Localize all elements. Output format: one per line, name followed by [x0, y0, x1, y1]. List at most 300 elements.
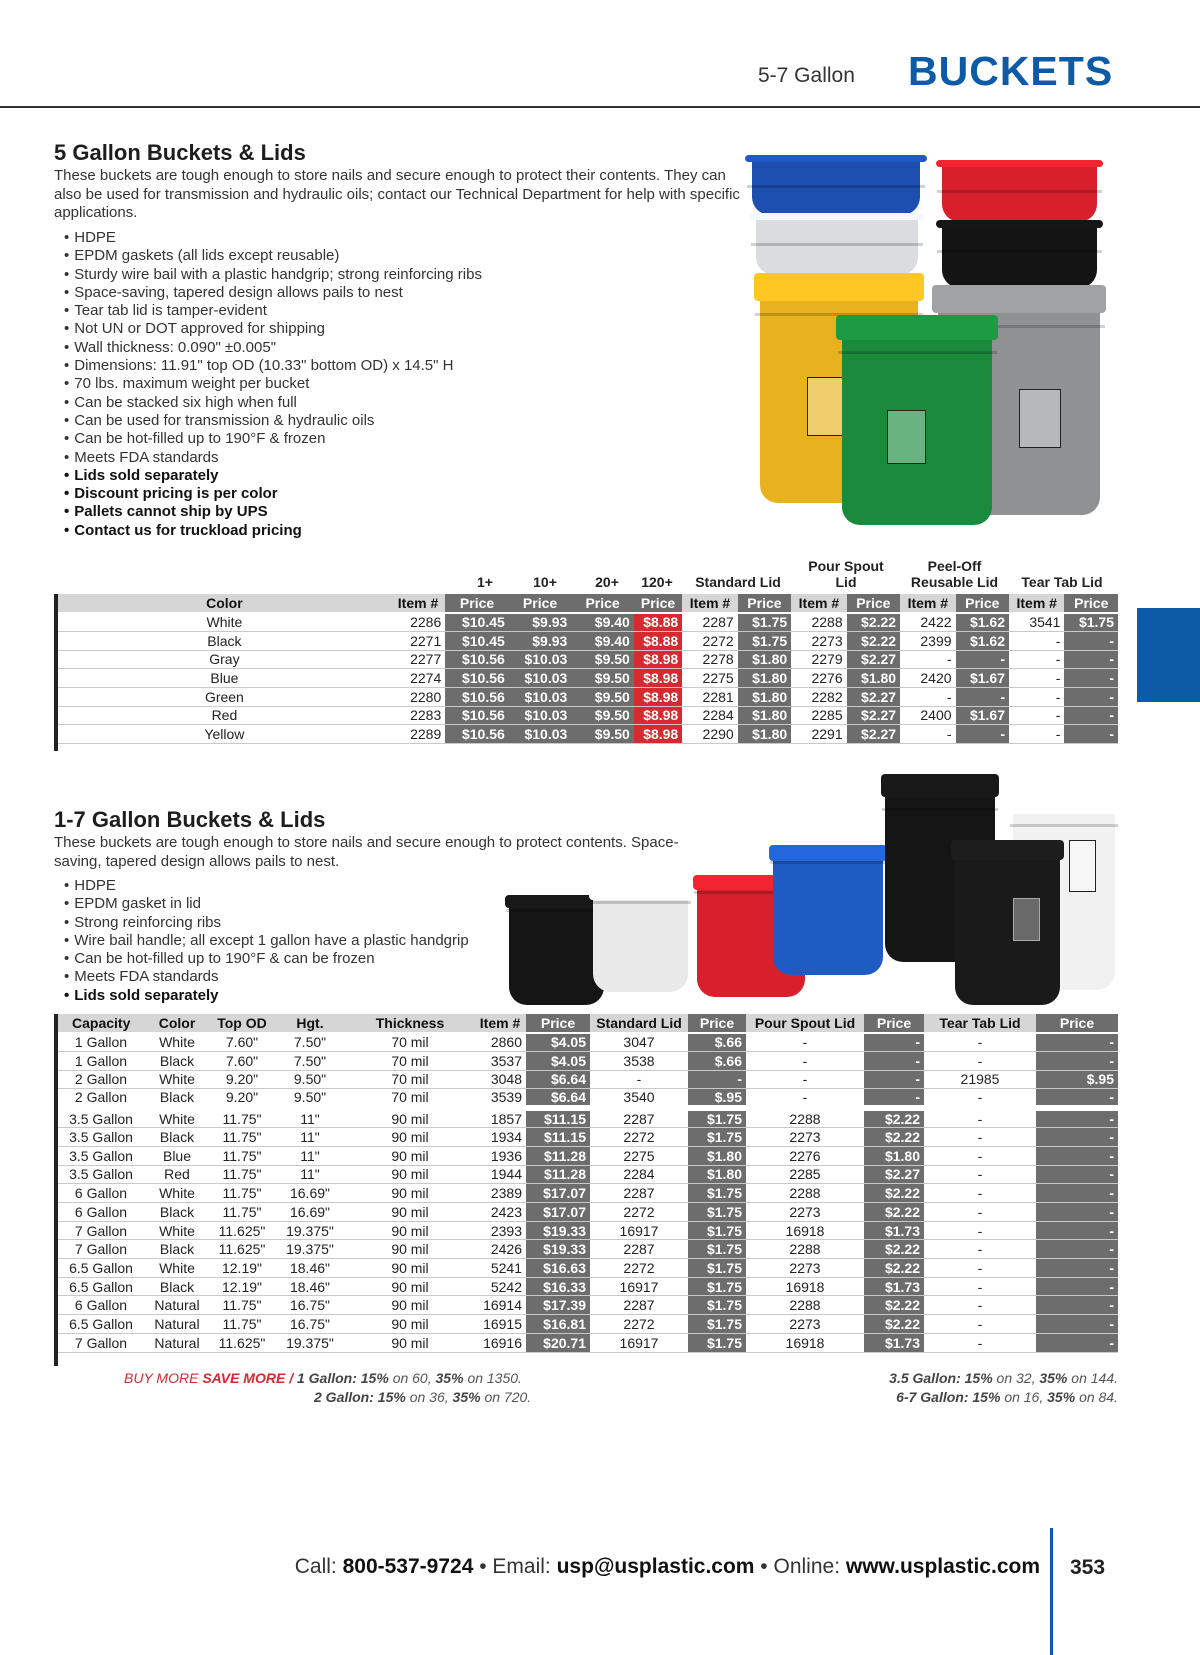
table-cell: $10.56 — [445, 687, 509, 706]
table-cell: 2285 — [791, 706, 846, 725]
table-row — [58, 1333, 1118, 1352]
table-cell: 2389 — [474, 1184, 526, 1203]
table-cell: Yellow — [58, 725, 391, 744]
table-cell: $2.22 — [864, 1108, 924, 1128]
table-cell: $9.93 — [509, 631, 572, 650]
section1-description: These buckets are tough enough to store nails and secure enough to protect their contents. They can also be used for transmission and hydraulic oils; contact our Technical Department for help with specific applications. — [54, 167, 740, 221]
table-cell: $17.07 — [526, 1184, 590, 1203]
table-cell: 2276 — [746, 1146, 864, 1165]
note-text: 35% — [1039, 1370, 1068, 1386]
footer-divider — [1050, 1528, 1053, 1655]
table-cell: - — [1064, 687, 1118, 706]
bullet: • HDPE — [64, 229, 724, 247]
table-row — [58, 1221, 1118, 1240]
qty-head-10: 10+ — [533, 574, 557, 590]
table-cell: 2289 — [391, 725, 445, 744]
note-text: on 60, — [392, 1370, 432, 1386]
table-cell: 3.5 Gallon — [58, 1128, 144, 1147]
bold-bullet: • Lids sold separately — [64, 467, 724, 485]
table-cell: $9.50 — [571, 725, 634, 744]
table-row — [58, 725, 1118, 744]
table-cell: $2.22 — [864, 1315, 924, 1334]
table-cell: 9.20" — [210, 1070, 274, 1089]
table-cell: $2.27 — [847, 687, 900, 706]
table-cell: $2.27 — [847, 706, 900, 725]
table-cell: 2399 — [900, 631, 955, 650]
table-cell: $20.71 — [526, 1333, 590, 1352]
table-cell: $1.62 — [956, 613, 1009, 632]
table-cell: $8.88 — [634, 613, 682, 632]
table-cell: - — [1036, 1221, 1118, 1240]
column-header: Top OD — [210, 1014, 274, 1033]
table-row — [58, 1033, 1118, 1052]
section-side-tab — [1137, 608, 1200, 702]
table-cell: 6 Gallon — [58, 1203, 144, 1222]
bold-bullet: • Pallets cannot ship by UPS — [64, 503, 724, 521]
table-row — [58, 1259, 1118, 1278]
table-cell: $11.15 — [526, 1108, 590, 1128]
email-link[interactable]: usp@usplastic.com — [556, 1555, 755, 1578]
table-cell: 90 mil — [346, 1128, 474, 1147]
column-header: Price — [864, 1014, 924, 1033]
table-cell: $1.73 — [864, 1221, 924, 1240]
table-cell: 2287 — [590, 1240, 688, 1259]
table-cell: - — [590, 1070, 688, 1089]
assorted-buckets-photo — [505, 770, 1120, 1010]
bullet: • EPDM gasket in lid — [64, 895, 514, 913]
bullet: • Not UN or DOT approved for shipping — [64, 320, 724, 338]
table-cell: 90 mil — [346, 1165, 474, 1184]
table-cell: 11.625" — [210, 1333, 274, 1352]
table-cell: 6 Gallon — [58, 1296, 144, 1315]
table-cell: $2.27 — [847, 650, 900, 669]
table-cell: $1.75 — [738, 631, 791, 650]
column-header: Price — [509, 594, 572, 613]
table-cell: $1.75 — [688, 1184, 746, 1203]
phone-number[interactable]: 800-537-9724 — [342, 1555, 474, 1578]
note-text: 35% — [452, 1389, 481, 1405]
table-cell: Black — [58, 631, 391, 650]
table-cell: 7.50" — [274, 1051, 346, 1070]
table-cell: 11.75" — [210, 1203, 274, 1222]
qty-head-120: 120+ — [641, 574, 673, 590]
table-cell: White — [144, 1221, 210, 1240]
table-cell: 11" — [274, 1128, 346, 1147]
table-cell: - — [924, 1221, 1036, 1240]
table-cell: 90 mil — [346, 1296, 474, 1315]
table-cell: 2288 — [746, 1296, 864, 1315]
note-text: on 32, — [996, 1370, 1036, 1386]
table-cell: - — [1036, 1277, 1118, 1296]
table-cell: $10.45 — [445, 631, 509, 650]
table-cell: - — [1036, 1184, 1118, 1203]
table-cell: 11.75" — [210, 1146, 274, 1165]
table-cell: 2287 — [590, 1184, 688, 1203]
table-cell: $1.75 — [688, 1333, 746, 1352]
table-cell: 1936 — [474, 1146, 526, 1165]
table-cell: - — [924, 1184, 1036, 1203]
table-cell: 7.50" — [274, 1033, 346, 1052]
bullet: • Space-saving, tapered design allows pails to nest — [64, 284, 724, 302]
table-cell: 90 mil — [346, 1221, 474, 1240]
bullet: • Strong reinforcing ribs — [64, 914, 514, 932]
table-cell: 19.375" — [274, 1333, 346, 1352]
table-cell: 16917 — [590, 1221, 688, 1240]
table-cell: 6.5 Gallon — [58, 1315, 144, 1334]
table-cell: Red — [144, 1165, 210, 1184]
table-cell: White — [144, 1070, 210, 1089]
table-cell: - — [746, 1033, 864, 1052]
table-cell: Black — [144, 1203, 210, 1222]
table-cell: 2273 — [746, 1259, 864, 1278]
table-cell: 2274 — [391, 669, 445, 688]
table-cell: $10.45 — [445, 613, 509, 632]
table-cell: - — [746, 1089, 864, 1109]
standard-lid-head: Standard Lid — [695, 574, 781, 590]
table-cell: - — [924, 1277, 1036, 1296]
table-cell: 90 mil — [346, 1333, 474, 1352]
table-cell: 11.625" — [210, 1221, 274, 1240]
table-cell: 2422 — [900, 613, 955, 632]
table-cell: 6 Gallon — [58, 1184, 144, 1203]
table-cell: 2288 — [746, 1240, 864, 1259]
table-cell: 16918 — [746, 1333, 864, 1352]
note-text: 35% — [1047, 1389, 1076, 1405]
table-cell: 6.5 Gallon — [58, 1259, 144, 1278]
column-header: Price — [1064, 594, 1118, 613]
table-cell: - — [1036, 1203, 1118, 1222]
table-cell: 2291 — [791, 725, 846, 744]
table-row — [58, 1146, 1118, 1165]
column-header: Price — [1036, 1014, 1118, 1033]
table-cell: 16.69" — [274, 1203, 346, 1222]
table-cell: 2272 — [590, 1315, 688, 1334]
table-cell: $1.75 — [688, 1203, 746, 1222]
table-cell: $1.80 — [738, 725, 791, 744]
table-cell: $1.80 — [738, 650, 791, 669]
column-header: Color — [144, 1014, 210, 1033]
table-cell: 2287 — [590, 1296, 688, 1315]
table-row — [58, 1240, 1118, 1259]
table-cell: $1.75 — [688, 1277, 746, 1296]
table-cell: 2273 — [746, 1203, 864, 1222]
bold-bullet: • Lids sold separately — [64, 987, 514, 1005]
table-cell: 1 Gallon — [58, 1051, 144, 1070]
column-header: Price — [688, 1014, 746, 1033]
table-cell: - — [956, 687, 1009, 706]
table-cell: 3.5 Gallon — [58, 1146, 144, 1165]
column-header: Standard Lid — [590, 1014, 688, 1033]
table-cell: $1.75 — [688, 1128, 746, 1147]
table-cell: 2281 — [682, 687, 737, 706]
table-cell: 70 mil — [346, 1089, 474, 1109]
table-cell: 5241 — [474, 1259, 526, 1278]
table-row — [58, 1203, 1118, 1222]
table-cell: - — [956, 725, 1009, 744]
buy-more-note-line3 — [889, 1370, 1118, 1386]
table-row — [58, 1184, 1118, 1203]
table-cell: $11.28 — [526, 1165, 590, 1184]
table-cell: White — [144, 1184, 210, 1203]
table-row — [58, 687, 1118, 706]
table-cell: 21985 — [924, 1070, 1036, 1089]
table-cell: 11.625" — [210, 1240, 274, 1259]
table-cell: 16918 — [746, 1221, 864, 1240]
table-cell: $1.80 — [738, 687, 791, 706]
bullet: • Meets FDA standards — [64, 449, 724, 467]
table-cell: 3541 — [1009, 613, 1064, 632]
table-cell: Natural — [144, 1296, 210, 1315]
table-cell: 2279 — [791, 650, 846, 669]
table-cell: - — [924, 1259, 1036, 1278]
table-cell: - — [1036, 1259, 1118, 1278]
header-divider — [0, 106, 1200, 108]
table-row — [58, 1089, 1118, 1109]
bold-bullet: • Discount pricing is per color — [64, 485, 724, 503]
table-cell: - — [924, 1108, 1036, 1128]
table-cell: 2287 — [682, 613, 737, 632]
table-cell: - — [1036, 1051, 1118, 1070]
table-cell: $9.50 — [571, 706, 634, 725]
table-cell: $8.98 — [634, 650, 682, 669]
column-header: Tear Tab Lid — [924, 1014, 1036, 1033]
table-row — [58, 1296, 1118, 1315]
table-cell: - — [688, 1070, 746, 1089]
bullet: • Wire bail handle; all except 1 gallon have a plastic handgrip — [64, 932, 514, 950]
table-cell: - — [864, 1089, 924, 1109]
table-cell: - — [1009, 669, 1064, 688]
table-cell: $1.80 — [738, 669, 791, 688]
table-cell: 16.69" — [274, 1184, 346, 1203]
table-cell: 70 mil — [346, 1033, 474, 1052]
table-cell: - — [924, 1165, 1036, 1184]
table-cell: 9.20" — [210, 1089, 274, 1109]
table-cell: 90 mil — [346, 1315, 474, 1334]
table-cell: - — [924, 1296, 1036, 1315]
table-cell: 7.60" — [210, 1033, 274, 1052]
table-row — [58, 1051, 1118, 1070]
table-cell: - — [900, 725, 955, 744]
table-cell: $2.22 — [864, 1259, 924, 1278]
tear-tab-lid-head: Tear Tab Lid — [1021, 574, 1103, 590]
table-cell: 11.75" — [210, 1296, 274, 1315]
column-header: Item # — [900, 594, 955, 613]
table-cell: 11.75" — [210, 1184, 274, 1203]
table-cell: 3540 — [590, 1089, 688, 1109]
bullet: • Dimensions: 11.91" top OD (10.33" bottom OD) x 14.5" H — [64, 357, 724, 375]
table-cell: White — [58, 613, 391, 632]
table-cell: 1934 — [474, 1128, 526, 1147]
table-cell: 3.5 Gallon — [58, 1165, 144, 1184]
note-text: 6-7 Gallon: 15% — [896, 1389, 1001, 1405]
table-cell: Natural — [144, 1315, 210, 1334]
table-cell: $1.80 — [738, 706, 791, 725]
table-cell: $2.27 — [864, 1165, 924, 1184]
table-cell: - — [900, 687, 955, 706]
table-cell: 9.50" — [274, 1089, 346, 1109]
table-cell: Blue — [144, 1146, 210, 1165]
column-header: Hgt. — [274, 1014, 346, 1033]
buy-more-note-line4 — [896, 1389, 1118, 1405]
bullet: • EPDM gaskets (all lids except reusable) — [64, 247, 724, 265]
note-text: on 84. — [1079, 1389, 1118, 1405]
column-header: Item # — [791, 594, 846, 613]
note-text: on 1350. — [467, 1370, 522, 1386]
five-gallon-buckets-photo — [752, 155, 1102, 530]
table-cell: $.95 — [688, 1089, 746, 1109]
website-link[interactable]: www.usplastic.com — [845, 1555, 1040, 1578]
table-cell: 2860 — [474, 1033, 526, 1052]
table-cell: $8.88 — [634, 631, 682, 650]
table-cell: 1 Gallon — [58, 1033, 144, 1052]
table-cell: 2 Gallon — [58, 1089, 144, 1109]
table-cell: 16917 — [590, 1333, 688, 1352]
table-cell: $8.98 — [634, 669, 682, 688]
table-cell: 2282 — [791, 687, 846, 706]
table-row — [58, 1277, 1118, 1296]
table-cell: $8.98 — [634, 706, 682, 725]
contact-footer: Call: 800-537-9724 • Email: usp@usplastic.com • Online: www.usplastic.com — [294, 1555, 1040, 1578]
table-cell: - — [1009, 631, 1064, 650]
table-cell: 2284 — [682, 706, 737, 725]
table-cell: - — [924, 1146, 1036, 1165]
table-cell: $1.75 — [688, 1221, 746, 1240]
table-cell: 18.46" — [274, 1277, 346, 1296]
pour-spout-lid-head: Pour Spout Lid — [808, 558, 884, 590]
table-cell: - — [924, 1203, 1036, 1222]
table-cell: - — [864, 1051, 924, 1070]
table-row — [58, 650, 1118, 669]
table-cell: - — [924, 1051, 1036, 1070]
table-cell: 7 Gallon — [58, 1240, 144, 1259]
table-cell: 90 mil — [346, 1184, 474, 1203]
table-cell: - — [1064, 725, 1118, 744]
bullet: • HDPE — [64, 877, 514, 895]
table-cell: Black — [144, 1240, 210, 1259]
table-cell: 1857 — [474, 1108, 526, 1128]
table-cell: $11.28 — [526, 1146, 590, 1165]
table-cell: 16915 — [474, 1315, 526, 1334]
table-cell: $2.22 — [864, 1240, 924, 1259]
table-row — [58, 1165, 1118, 1184]
table-cell: 2393 — [474, 1221, 526, 1240]
table-cell: $19.33 — [526, 1240, 590, 1259]
table-cell: - — [924, 1089, 1036, 1109]
table-cell: $1.75 — [688, 1240, 746, 1259]
bullet: • Can be hot-filled up to 190°F & frozen — [64, 430, 724, 448]
table-cell: $1.75 — [688, 1296, 746, 1315]
bullet: • Tear tab lid is tamper-evident — [64, 302, 724, 320]
table-cell: 19.375" — [274, 1221, 346, 1240]
column-header: Pour Spout Lid — [746, 1014, 864, 1033]
note-text: on 36, — [409, 1389, 449, 1405]
table-cell: $1.75 — [688, 1108, 746, 1128]
email-label: Email: — [492, 1555, 551, 1578]
table-cell: 3538 — [590, 1051, 688, 1070]
table-cell: - — [1009, 650, 1064, 669]
column-header: Price — [526, 1014, 590, 1033]
one-to-seven-gallon-price-table — [58, 1014, 1118, 1353]
buy-more-note-line1 — [124, 1370, 522, 1386]
table-cell: - — [1036, 1108, 1118, 1128]
table-cell: 3537 — [474, 1051, 526, 1070]
bullet: • 70 lbs. maximum weight per bucket — [64, 375, 724, 393]
table-cell: $10.03 — [509, 706, 572, 725]
column-header: Item # — [391, 594, 445, 613]
table-cell: $1.80 — [864, 1146, 924, 1165]
note-text: 3.5 Gallon: 15% — [889, 1370, 993, 1386]
table-cell: $9.40 — [571, 631, 634, 650]
bullet: • Can be hot-filled up to 190°F & can be frozen — [64, 950, 514, 968]
table-cell: Black — [144, 1051, 210, 1070]
table-cell: - — [746, 1051, 864, 1070]
table-cell: 2280 — [391, 687, 445, 706]
table-cell: $9.93 — [509, 613, 572, 632]
column-header: Thickness — [346, 1014, 474, 1033]
table-cell: 2426 — [474, 1240, 526, 1259]
table-cell: $17.39 — [526, 1296, 590, 1315]
table-cell: 16916 — [474, 1333, 526, 1352]
table-cell: 7 Gallon — [58, 1333, 144, 1352]
column-header: Price — [847, 594, 900, 613]
table-cell: 2272 — [682, 631, 737, 650]
table-cell: - — [1009, 687, 1064, 706]
table-cell: $10.56 — [445, 706, 509, 725]
table-cell: 16918 — [746, 1277, 864, 1296]
table-cell: $1.62 — [956, 631, 1009, 650]
table-cell: - — [1036, 1128, 1118, 1147]
column-header: Color — [58, 594, 391, 613]
note-separator: / — [289, 1370, 294, 1386]
table-cell: $6.64 — [526, 1070, 590, 1089]
note-text: on 16, — [1004, 1389, 1044, 1405]
save-more-label: SAVE MORE — [202, 1370, 286, 1386]
section1-title: 5 Gallon Buckets & Lids — [54, 140, 306, 165]
table-cell: $10.03 — [509, 687, 572, 706]
table-cell: $2.22 — [847, 631, 900, 650]
table-cell: 2272 — [590, 1259, 688, 1278]
call-label: Call: — [294, 1555, 337, 1578]
table-cell: $11.15 — [526, 1128, 590, 1147]
table-cell: 11" — [274, 1146, 346, 1165]
note-text: 2 Gallon: 15% — [314, 1389, 406, 1405]
buy-more-note-line2 — [314, 1389, 531, 1405]
table-cell: $19.33 — [526, 1221, 590, 1240]
column-header: Item # — [474, 1014, 526, 1033]
table-cell: 2420 — [900, 669, 955, 688]
note-text: 1 Gallon: 15% — [296, 1370, 389, 1386]
section2-description: These buckets are tough enough to store nails and secure enough to protect contents. Space-saving, tapered design allows pails to nest. — [54, 834, 679, 870]
table-cell: $9.40 — [571, 613, 634, 632]
table-cell: $1.75 — [688, 1315, 746, 1334]
table-cell: 11.75" — [210, 1315, 274, 1334]
bullet: • Wall thickness: 0.090" ±0.005" — [64, 339, 724, 357]
column-header: Price — [445, 594, 509, 613]
table-cell: $.95 — [1036, 1070, 1118, 1089]
table-cell: $1.73 — [864, 1277, 924, 1296]
table-cell: - — [1009, 706, 1064, 725]
table-cell: Gray — [58, 650, 391, 669]
table-cell: 2285 — [746, 1165, 864, 1184]
table-cell: 2288 — [746, 1184, 864, 1203]
table-cell: $4.05 — [526, 1033, 590, 1052]
table-cell: 7 Gallon — [58, 1221, 144, 1240]
table-cell: $1.80 — [847, 669, 900, 688]
page-number: 353 — [1070, 1556, 1106, 1579]
table-cell: 1944 — [474, 1165, 526, 1184]
table-row — [58, 1128, 1118, 1147]
section2-title: 1-7 Gallon Buckets & Lids — [54, 807, 326, 832]
